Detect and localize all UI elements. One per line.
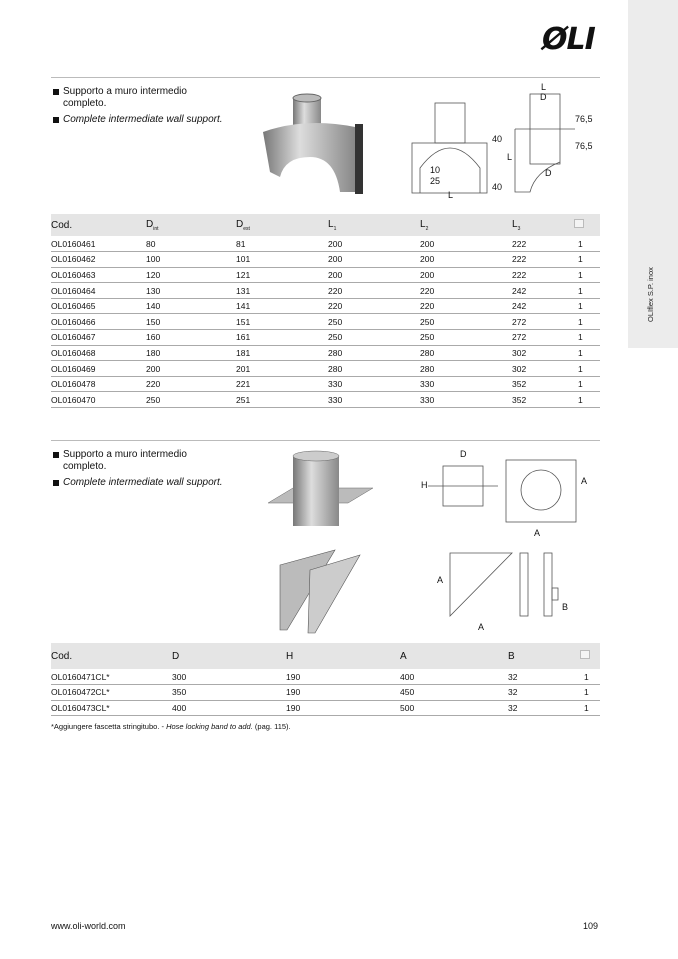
table-row [51,685,600,701]
table-cell: 32 [508,669,580,685]
svg-text:76,5: 76,5 [575,141,593,151]
table-header [51,643,600,669]
col-dest: D [236,218,244,230]
table-cell: 80 [146,236,236,252]
table-cell: OL0160473CL* [51,700,172,716]
description-it: Supporto a muro intermedio completo. [53,86,223,110]
product-photo-wall-support [255,92,375,202]
table-cell: 1 [574,361,600,377]
table-cell: OL0160468 [51,345,146,361]
table-cell: 200 [420,236,512,252]
technical-drawing-side [505,82,600,200]
table-cell: 140 [146,298,236,314]
col-dint: D [146,218,154,230]
table-cell: 330 [420,376,512,392]
sub: 1 [333,225,337,232]
table-cell: 1 [574,330,600,346]
table-cell: 280 [420,345,512,361]
table-cell: OL0160462 [51,252,146,268]
table-cell: 302 [512,345,574,361]
table-row [51,236,600,252]
table-cell: OL0160471CL* [51,669,172,685]
table-cell: 302 [512,361,574,377]
divider [51,77,600,78]
table-cell: 330 [328,376,420,392]
description-it: Supporto a muro intermedio completo. [53,449,223,473]
footnote [51,722,291,731]
description-en: Complete intermediate wall support. [53,477,223,489]
table-cell: OL0160461 [51,236,146,252]
table-cell: 220 [420,283,512,299]
table-cell: 130 [146,283,236,299]
svg-text:A: A [534,528,541,538]
svg-text:L: L [541,82,547,92]
package-icon [574,219,584,228]
table-cell: 1 [574,345,600,361]
table-cell: 1 [574,376,600,392]
sub: 3 [517,225,521,232]
footnote-ref: (pag. 115). [252,722,291,731]
page-number: 109 [583,921,599,931]
table-cell: 121 [236,267,328,283]
table-row [51,669,600,685]
product-photo-brackets [275,545,365,635]
table-cell: 222 [512,267,574,283]
table-row [51,314,600,330]
description-en: Complete intermediate wall support. [53,114,223,126]
table-cell: 200 [420,267,512,283]
oli-logo: ØLI [542,22,595,57]
footnote-en: Hose locking band to add. [166,722,253,731]
table-cell: 190 [286,685,400,701]
table-row [51,392,600,408]
table-cell: 1 [574,252,600,268]
table-cell: 1 [574,267,600,283]
svg-text:A: A [581,476,588,486]
svg-text:B: B [562,602,569,612]
table-cell: 221 [236,376,328,392]
table-cell: 101 [236,252,328,268]
divider [51,440,600,441]
table-cell: 32 [508,685,580,701]
table-cell: 220 [146,376,236,392]
col-h: H [286,650,294,662]
table-cell: 300 [172,669,286,685]
table-cell: 272 [512,314,574,330]
table-cell: 1 [574,392,600,408]
col-cod: Cod. [51,650,73,662]
table-cell: 280 [420,361,512,377]
svg-text:40: 40 [492,134,503,144]
svg-text:D: D [460,449,467,459]
table-cell: 32 [508,700,580,716]
product-table-1 [51,214,600,408]
table-cell: 242 [512,283,574,299]
product-description-2 [53,449,223,493]
table-cell: OL0160467 [51,330,146,346]
table-cell: 1 [580,669,600,685]
svg-text:76,5: 76,5 [575,114,593,124]
table-cell: 272 [512,330,574,346]
package-icon [580,650,590,659]
svg-text:H: H [421,480,428,490]
technical-drawing-bracket [432,548,582,633]
table-row [51,298,600,314]
table-cell: 450 [400,685,508,701]
technical-drawing-front [410,98,503,200]
table-cell: 500 [400,700,508,716]
table-cell: OL0160472CL* [51,685,172,701]
svg-text:A: A [437,575,444,585]
table-cell: 1 [574,283,600,299]
table-cell: 250 [328,314,420,330]
table-cell: 242 [512,298,574,314]
table-cell: 1 [574,298,600,314]
table-cell: 201 [236,361,328,377]
sub: 2 [425,225,429,232]
table-cell: 400 [172,700,286,716]
table-cell: 190 [286,669,400,685]
table-cell: 1 [574,236,600,252]
table-cell: OL0160469 [51,361,146,377]
table-cell: 190 [286,700,400,716]
table-cell: 1 [574,314,600,330]
svg-text:40: 40 [492,182,503,192]
table-row [51,267,600,283]
product-photo-pipe-support [268,448,373,533]
svg-text:D: D [545,168,552,178]
table-cell: 131 [236,283,328,299]
section-tab [628,0,678,348]
product-table-2 [51,643,600,716]
table-cell: 200 [420,252,512,268]
svg-text:L: L [507,152,513,162]
table-cell: 400 [400,669,508,685]
table-cell: 222 [512,236,574,252]
table-cell: 141 [236,298,328,314]
table-cell: 220 [420,298,512,314]
table-cell: 352 [512,376,574,392]
table-cell: 200 [328,267,420,283]
table-cell: 222 [512,252,574,268]
table-cell: 350 [172,685,286,701]
product-description-1 [53,86,223,130]
table-cell: 280 [328,361,420,377]
footer-url[interactable]: www.oli-world.com [51,921,126,931]
col-b: B [508,650,515,662]
table-row [51,700,600,716]
table-cell: 220 [328,283,420,299]
table-row [51,376,600,392]
table-row [51,361,600,377]
table-cell: 220 [328,298,420,314]
col-l3: L [512,218,518,230]
table-cell: 280 [328,345,420,361]
table-cell: 150 [146,314,236,330]
sub: int [153,225,159,232]
table-cell: 160 [146,330,236,346]
svg-text:L: L [448,190,454,200]
table-cell: 1 [580,700,600,716]
sub: est [243,225,250,232]
table-cell: 250 [420,330,512,346]
table-cell: 250 [420,314,512,330]
table-header [51,214,600,236]
section-tab-label: OLIflex S.P. inox [646,267,655,322]
table-cell: 151 [236,314,328,330]
table-cell: 1 [580,685,600,701]
table-cell: 81 [236,236,328,252]
svg-text:A: A [478,622,485,632]
col-l1: L [328,218,334,230]
table-row [51,345,600,361]
table-cell: 200 [328,236,420,252]
svg-text:D: D [540,92,547,102]
table-row [51,252,600,268]
table-cell: OL0160465 [51,298,146,314]
table-cell: 100 [146,252,236,268]
table-cell: OL0160478 [51,376,146,392]
table-cell: 330 [420,392,512,408]
technical-drawing-pipe-support [418,448,598,540]
table-cell: OL0160466 [51,314,146,330]
table-cell: 250 [146,392,236,408]
table-cell: 251 [236,392,328,408]
table-cell: 330 [328,392,420,408]
table-cell: 352 [512,392,574,408]
svg-text:25: 25 [430,176,441,186]
footnote-it: *Aggiungere fascetta stringitubo. - [51,722,167,731]
table-cell: 120 [146,267,236,283]
col-d: D [172,650,180,662]
table-row [51,283,600,299]
table-cell: 200 [146,361,236,377]
col-a: A [400,650,407,662]
table-cell: 180 [146,345,236,361]
col-cod: Cod. [51,219,73,231]
table-cell: OL0160464 [51,283,146,299]
table-cell: OL0160463 [51,267,146,283]
table-cell: OL0160470 [51,392,146,408]
table-cell: 181 [236,345,328,361]
svg-text:10: 10 [430,165,441,175]
table-cell: 200 [328,252,420,268]
col-l2: L [420,218,426,230]
table-row [51,330,600,346]
table-cell: 250 [328,330,420,346]
table-cell: 161 [236,330,328,346]
